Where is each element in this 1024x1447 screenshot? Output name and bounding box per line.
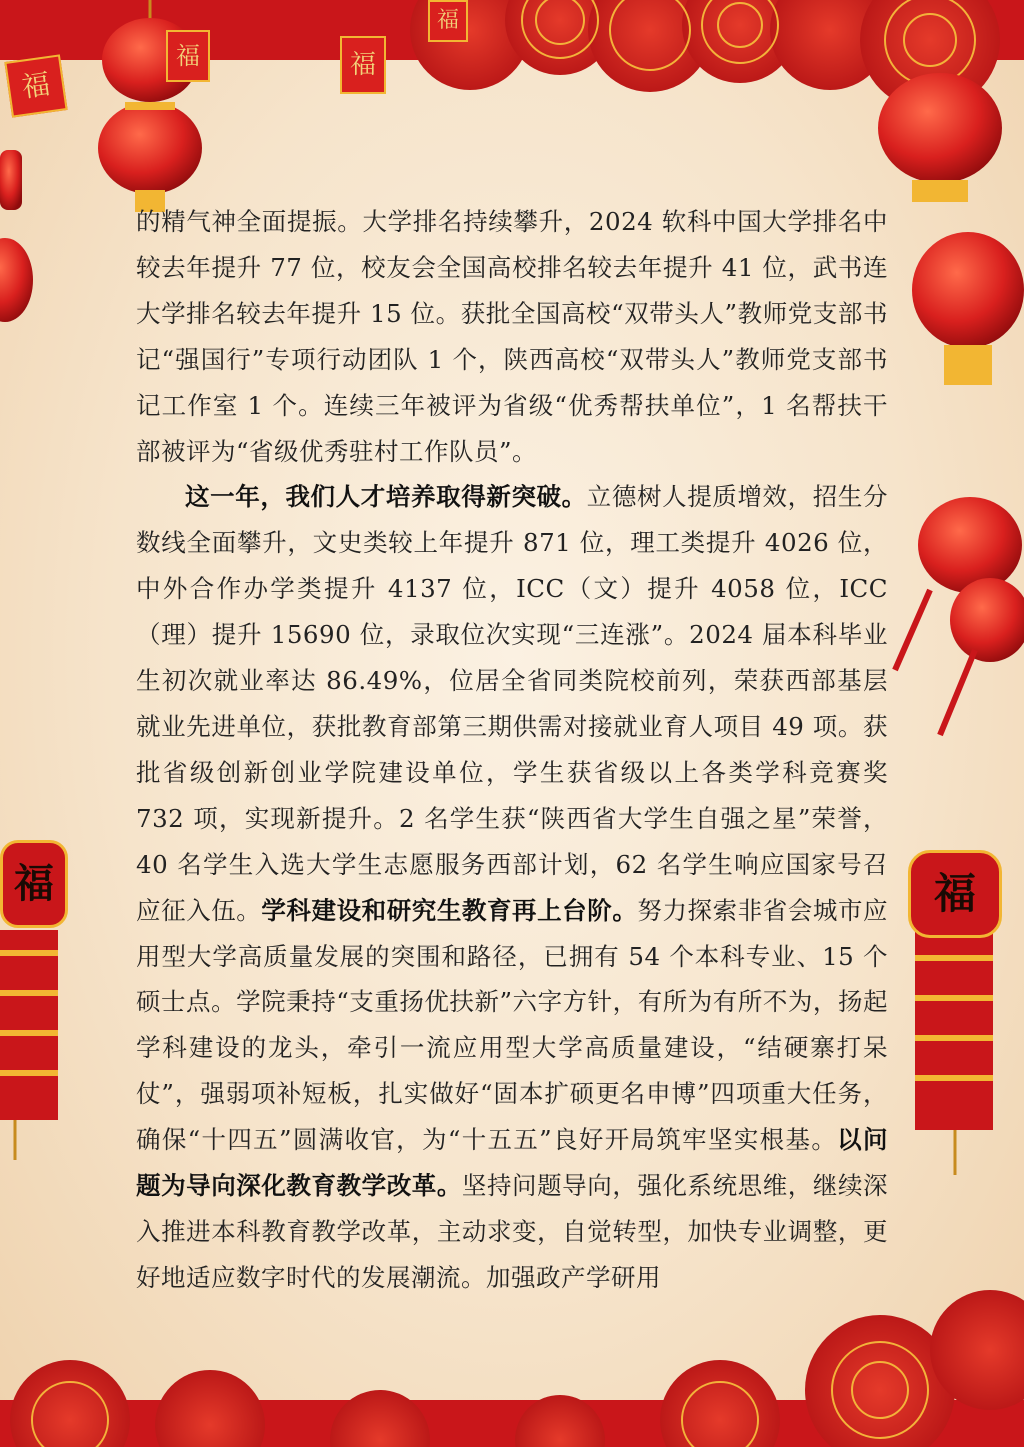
text-segment: 坚持问题导向，强化系统思维，继续深入推进本科教育教学改革，主动求变，自觉转型，加快专业调整，更好地适应数字时代的发展潮流。加强政产学研用 — [136, 1171, 889, 1292]
fu-character: 福 — [176, 42, 200, 70]
fu-tag-left — [4, 54, 67, 117]
fu-character: 福 — [19, 67, 53, 104]
document-body — [136, 199, 888, 1301]
text-segment: 的精气神全面提振。大学排名持续攀升，2024 软科中国大学排名中较去年提升 77 位，校友会全国高校排名较去年提升 41 位，武书连大学排名较去年提升 15 位。获批全国高校“双带头人”教师党支部书记“强国行”专项行动团队 1 个，陕西高校“双带头人”教师党支部书记工作室 1 个。连续三年被评为省级“优秀帮扶单位”，1 名帮扶干部被评为“省级优秀驻村工作队员”。 — [136, 207, 888, 466]
firecrackers-left — [0, 930, 58, 1160]
fu-tag-top-left — [166, 30, 210, 82]
fu-badge-left — [0, 840, 68, 928]
paragraph — [136, 199, 888, 474]
bold-heading: 这一年，我们人才培养取得新突破。 — [185, 482, 587, 512]
lantern-top-right — [878, 73, 1024, 385]
fu-badge-right — [908, 850, 1002, 938]
bottom-cloud-band — [0, 1290, 1024, 1447]
fu-character: 福 — [436, 8, 459, 33]
lantern-right-middle — [895, 497, 1024, 735]
fu-character: 福 — [349, 50, 376, 80]
firecrackers-right — [915, 930, 993, 1175]
fu-character: 福 — [14, 860, 54, 907]
text-segment: 立德树人提质增效，招生分数线全面攀升，文史类较上年提升 871 位，理工类提升 4026 位，中外合作办学类提升 4137 位，ICC（文）提升 4058 位，ICC（理）提升 15690 位，录取位次实现“三连涨”。2024 届本科毕业生初次就业率达 86.49%，位居全省同类院校前列，荣获西部基层就业先进单位，获批教育部第三期供需对接就业育人项目 49 项。获批省级创新创业学院建设单位，学生获省级以上各类学科竞赛奖 732 项，实现新提升。2 名学生获“陕西省大学生自强之星”荣誉，40 名学生入选大学生志愿服务西部计划，62 名学生响应国家号召应征入伍。 — [136, 482, 889, 925]
fu-character: 福 — [933, 869, 976, 918]
bold-heading: 以问题为导向深化教育教学改革。 — [136, 1125, 889, 1201]
bold-heading: 学科建设和研究生教育再上台阶。 — [261, 895, 638, 925]
text-segment: 努力探索非省会城市应用型大学高质量发展的突围和路径，已拥有 54 个本科专业、15 个硕士点。学院秉持“支重扬优扶新”六字方针，有所为有所不为，扬起学科建设的龙头，牵引一流应用型大学高质量建设，“结硬寨打呆仗”，强弱项补短板，扎实做好“固本扩硕更名申博”四项重大任务，确保“十四五”圆满收官，为“十五五”良好开局筑牢坚实根基。 — [136, 895, 889, 1155]
fu-tag-top-mid — [428, 0, 468, 42]
paragraph — [136, 474, 888, 1300]
fu-tag-top — [340, 36, 386, 94]
